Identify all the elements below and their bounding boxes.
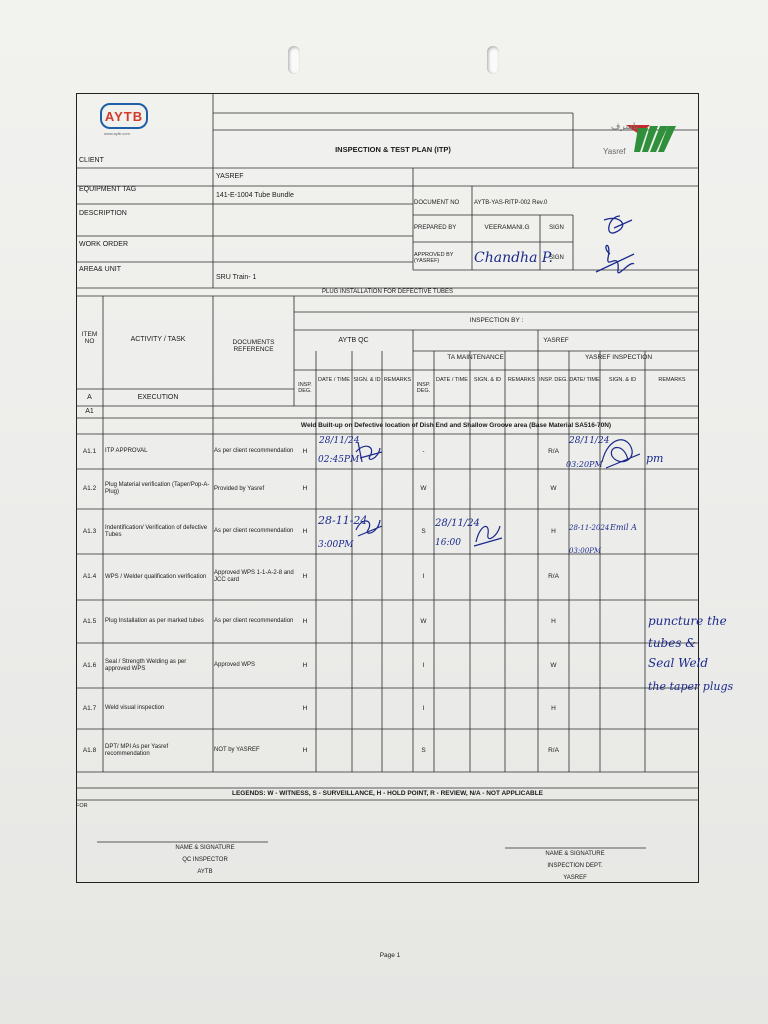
row-item: A1.4 xyxy=(82,573,97,581)
col-qc-remarks: REMARKS xyxy=(383,376,412,383)
a11-qc-time: 02:45PM xyxy=(318,455,360,465)
work-order-label: WORK ORDER xyxy=(79,240,128,248)
col-inspection-by: INSPECTION BY : xyxy=(469,317,524,325)
row-activity: DPT/ MPI As per Yasref recommendation xyxy=(105,743,169,757)
row-qc-insp-deg: H xyxy=(302,485,308,493)
left-name-signature: NAME & SIGNATURE xyxy=(175,844,235,851)
row-yi-insp-deg: W xyxy=(550,485,557,493)
document-title: INSPECTION & TEST PLAN (ITP) xyxy=(335,144,451,154)
row-ta-insp-deg: I xyxy=(422,661,425,669)
document-no-label: DOCUMENT NO xyxy=(414,199,460,206)
row-doc-ref: As per client recommendation xyxy=(214,618,294,625)
col-yasref-inspection: YASREF INSPECTION xyxy=(584,354,653,362)
col-yi-sign-id: SIGN. & ID xyxy=(608,376,637,383)
equipment-tag-label: EQUIPMENT TAG xyxy=(79,185,137,193)
row-activity: Indentification/ Verification of defective Tubes xyxy=(105,524,208,538)
row-doc-ref xyxy=(214,688,294,729)
a11-qc-date: 28/11/24 xyxy=(319,436,360,446)
col-qc-insp-deg: INSP. DEG. xyxy=(298,381,312,394)
row-doc-ref: Approved WPS xyxy=(214,662,256,669)
execution-item: A xyxy=(87,394,92,402)
row-item: A1.8 xyxy=(82,746,97,754)
row-qc-insp-deg: H xyxy=(302,573,308,581)
row-ta-insp-deg: - xyxy=(422,447,425,455)
approved-by-handwritten: Chandha P. xyxy=(474,250,553,266)
yasref-arabic-name: یاسرف xyxy=(611,121,639,131)
remark-line-2: tubes & xyxy=(648,636,696,650)
row-yi-insp-deg: W xyxy=(550,661,557,669)
col-ta-maintenance: TA MAINTENANCE xyxy=(447,354,504,362)
row-yi-insp-deg: R/A xyxy=(548,447,559,455)
row-activity: ITP APPROVAL xyxy=(105,448,148,455)
client-label: CLIENT xyxy=(79,157,104,165)
a13-yi-date: 28-11-2024 xyxy=(569,524,610,532)
col-qc-date-time: DATE / TIME xyxy=(318,376,350,383)
row-ta-insp-deg: S xyxy=(421,746,426,754)
aytb-website: www.aytb.com xyxy=(104,131,130,136)
col-activity: ACTIVITY / TASK xyxy=(130,336,186,344)
prepared-by-value: VEERAMANI.G xyxy=(484,224,530,232)
row-qc-insp-deg: H xyxy=(302,704,308,712)
row-doc-ref: Provided by Yasref xyxy=(214,485,265,492)
a11-yi-date: 28/11/24 xyxy=(569,436,610,446)
a11-qc-signature xyxy=(354,438,384,466)
row-qc-insp-deg: H xyxy=(302,746,308,754)
row-ta-insp-deg: I xyxy=(422,704,425,712)
col-ta-sign-id: SIGN. & ID xyxy=(473,376,502,383)
a13-ta-signature xyxy=(472,518,504,548)
row-doc-ref: Approved WPS 1-1-A-2-8 and JCC card xyxy=(214,570,294,583)
approved-by-label: APPROVED BY (YASREF) xyxy=(414,251,454,264)
execution-label: EXECUTION xyxy=(137,394,179,402)
col-yi-remarks: REMARKS xyxy=(658,376,686,383)
left-aytb: AYTB xyxy=(197,868,213,875)
description-label: DESCRIPTION xyxy=(79,209,127,217)
col-doc-ref: DOCUMENTS REFERENCE xyxy=(232,338,275,353)
remark-line-1: puncture the xyxy=(648,614,727,628)
a11-yi-note: pm xyxy=(646,452,664,465)
col-ta-insp-deg: INSP. DEG. xyxy=(416,381,431,394)
row-qc-insp-deg: H xyxy=(302,661,308,669)
row-activity: Weld visual inspection xyxy=(105,705,165,712)
row-yi-insp-deg: R/A xyxy=(548,573,559,581)
row-item: A1.7 xyxy=(82,704,97,712)
a13-qc-signature xyxy=(354,514,384,540)
prepared-sign-label: SIGN xyxy=(549,224,564,231)
area-unit-value: SRU Train- 1 xyxy=(216,273,257,281)
for-label: FOR xyxy=(76,802,88,809)
col-aytb-qc: AYTB QC xyxy=(338,336,369,344)
a11-yi-signature xyxy=(598,432,644,472)
row-activity: Plug Material verification (Taper/Pop-A-Plug) xyxy=(105,482,210,495)
a13-ta-time: 16:00 xyxy=(435,538,461,548)
col-item-no: ITEM NO xyxy=(81,330,98,345)
right-name-signature: NAME & SIGNATURE xyxy=(545,850,605,857)
row-item: A1.3 xyxy=(82,527,97,535)
right-inspection-dept: INSPECTION DEPT. xyxy=(547,862,603,869)
row-yi-insp-deg: H xyxy=(551,527,556,535)
a11-yi-time: 03:20PM xyxy=(566,460,603,469)
row-yi-insp-deg: H xyxy=(551,704,556,712)
row-qc-insp-deg: H xyxy=(302,617,308,625)
section-title: PLUG INSTALLATION FOR DEFECTIVE TUBES xyxy=(321,288,454,295)
remark-line-4: the taper plugs xyxy=(648,680,734,693)
row-doc-ref: NOT by YASREF xyxy=(214,747,260,754)
document-no-value: AYTB-YAS-RITP-002 Rev.0 xyxy=(474,199,548,206)
row-ta-insp-deg: I xyxy=(422,573,425,581)
row-ta-insp-deg: W xyxy=(420,485,427,493)
row-ta-insp-deg: S xyxy=(421,527,426,535)
left-qc-inspector: QC INSPECTOR xyxy=(182,856,228,863)
row-activity: WPS / Welder qualification verification xyxy=(105,573,207,580)
prepared-by-label: PREPARED BY xyxy=(414,224,457,231)
approval-signature xyxy=(590,210,640,282)
row-item: A1.6 xyxy=(82,661,97,669)
row-activity: Plug Installation as per marked tubes xyxy=(105,618,204,625)
row-doc-ref: As per client recommendation xyxy=(214,448,294,455)
row-item: A1.2 xyxy=(82,485,97,493)
col-yi-insp-deg: INSP. DEG. xyxy=(539,376,568,383)
row-ta-insp-deg: W xyxy=(420,617,427,625)
area-unit-label: AREA& UNIT xyxy=(79,265,122,273)
a13-ta-date: 28/11/24 xyxy=(435,518,480,529)
col-yi-date-time: DATE/ TIME xyxy=(569,376,600,383)
row-qc-insp-deg: H xyxy=(302,447,308,455)
row-yi-insp-deg: H xyxy=(551,617,556,625)
right-yasref: YASREF xyxy=(563,874,587,881)
row-item: A1.1 xyxy=(82,447,97,455)
a1-description: Weld Built-up on Defective location of Dish End and Shallow Groove area (Base Material SA516-70N) xyxy=(300,422,612,430)
row-yi-insp-deg: R/A xyxy=(548,746,559,754)
col-qc-sign-id: SIGN. & ID xyxy=(353,376,381,383)
remark-line-3: Seal Weld xyxy=(648,656,709,670)
equipment-tag-value: 141-E-1004 Tube Bundle xyxy=(216,191,294,199)
page-number: Page 1 xyxy=(379,952,401,960)
a13-yi-time: 03:00PM xyxy=(569,547,602,555)
a1-item: A1 xyxy=(85,408,94,416)
a13-yi-sign: Emil A xyxy=(610,523,637,532)
row-doc-ref: As per client recommendation xyxy=(214,528,294,535)
row-item: A1.5 xyxy=(82,617,97,625)
yasref-name: Yasref xyxy=(603,147,626,156)
col-ta-date-time: DATE / TIME xyxy=(436,376,468,383)
row-qc-insp-deg: H xyxy=(302,527,308,535)
col-yasref: YASREF xyxy=(543,336,569,344)
col-ta-remarks: REMARKS xyxy=(507,376,536,383)
row-activity: Seal / Strength Welding as per approved WPS xyxy=(105,658,187,672)
legends: LEGENDS: W - WITNESS, S - SURVEILLANCE, H - HOLD POINT, R - REVIEW, N/A - NOT APPLICABLE xyxy=(231,790,544,798)
client-value: YASREF xyxy=(216,173,244,181)
a13-qc-date: 28-11-24 xyxy=(318,514,368,527)
aytb-logo: AYTB xyxy=(100,103,148,129)
approved-sign-label: SIGN xyxy=(549,254,564,261)
a13-qc-time: 3:00PM xyxy=(318,540,354,550)
